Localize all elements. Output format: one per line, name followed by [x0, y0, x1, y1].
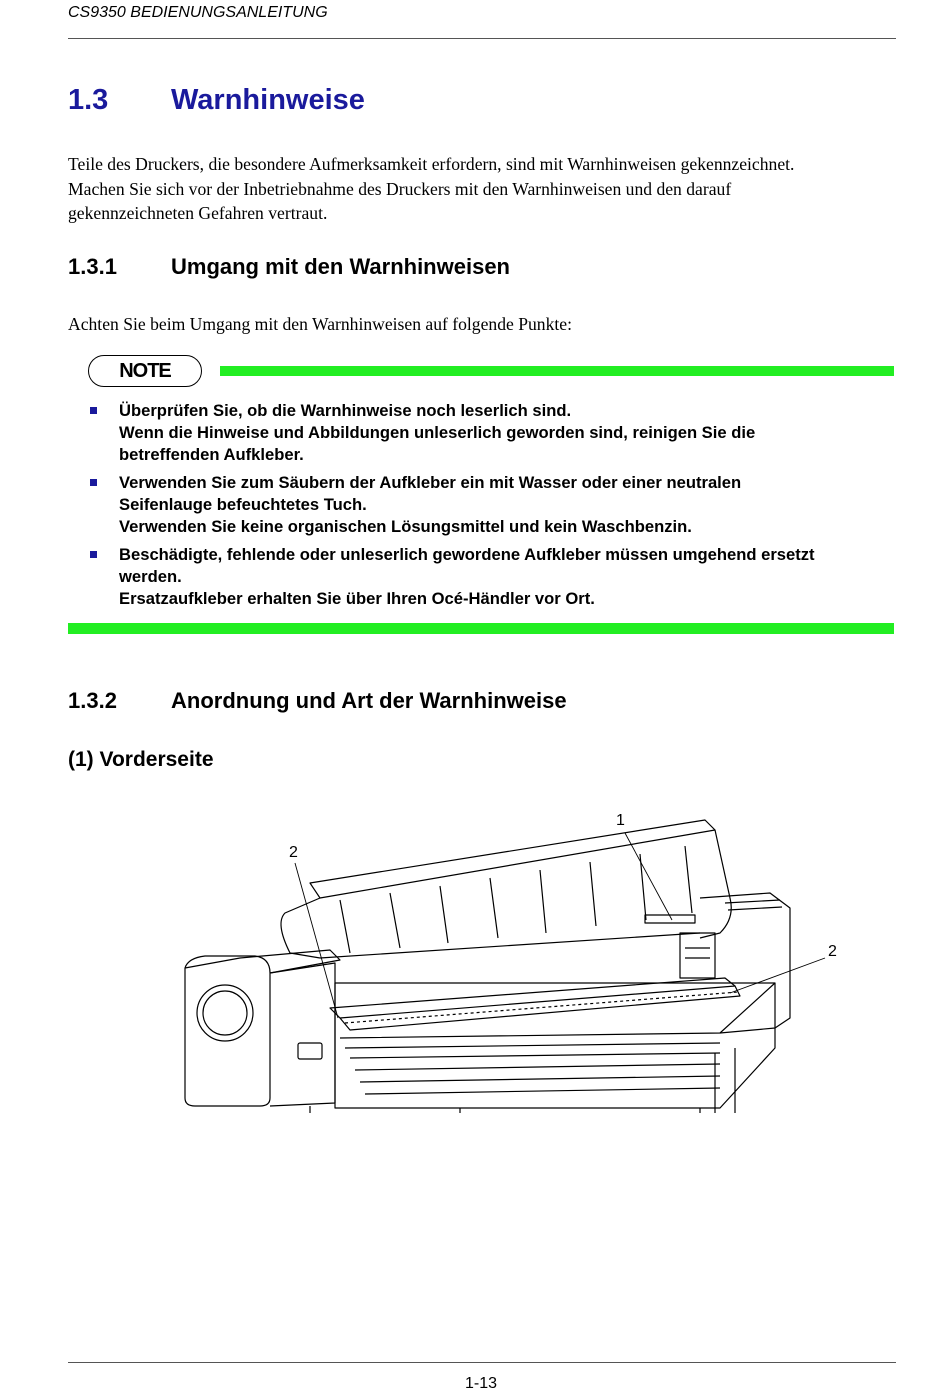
- right-housing: [700, 893, 790, 1033]
- list-item: [88, 472, 900, 538]
- note-line: Seifenlauge befeuchtetes Tuch.: [119, 495, 367, 514]
- subsection-number: 1.3.2: [68, 688, 117, 713]
- left-tower: [185, 956, 270, 1106]
- header-rule: [68, 38, 896, 39]
- view-heading: (1) Vorderseite: [68, 748, 214, 771]
- subsection-intro: Achten Sie beim Umgang mit den Warnhinweisen auf folgende Punkte:: [68, 314, 572, 334]
- note-line: betreffenden Aufkleber.: [119, 445, 304, 464]
- intro-line: gekennzeichneten Gefahren vertraut.: [68, 203, 328, 223]
- note-list: [88, 400, 900, 616]
- note-bottom-bar: [68, 623, 894, 634]
- subsection-heading-1: [68, 254, 510, 280]
- note-line: Beschädigte, fehlende oder unleserlich gewordene Aufkleber müssen umgehend ersetzt: [119, 545, 815, 564]
- footer-rule: [68, 1362, 896, 1363]
- note-line: Wenn die Hinweise und Abbildungen unleserlich geworden sind, reinigen Sie die: [119, 423, 756, 442]
- callout-label: 2: [828, 943, 837, 960]
- section-heading: [68, 84, 365, 117]
- note-badge: NOTE: [88, 355, 202, 387]
- note-line: Überprüfen Sie, ob die Warnhinweise noch leserlich sind.: [119, 401, 572, 420]
- subsection-heading-2: [68, 688, 567, 714]
- section-intro: [68, 152, 908, 226]
- printer-illustration: [180, 808, 850, 1113]
- left-tower-top: [185, 950, 340, 973]
- callout-line-2a: [295, 863, 338, 1018]
- subsection-title: Anordnung und Art der Warnhinweise: [171, 688, 567, 713]
- note-top-bar: [220, 366, 894, 376]
- bullet-icon: [90, 479, 97, 486]
- subsection-title: Umgang mit den Warnhinweisen: [171, 254, 510, 279]
- platen: [330, 978, 735, 1018]
- note-line: Verwenden Sie keine organischen Lösungsmittel und kein Waschbenzin.: [119, 517, 692, 536]
- bullet-icon: [90, 407, 97, 414]
- intro-line: Teile des Druckers, die besondere Aufmerksamkeit erfordern, sind mit Warnhinweisen gekennzeichnet.: [68, 154, 795, 174]
- subsection-number: 1.3.1: [68, 254, 117, 279]
- callout-label: 2: [289, 844, 298, 861]
- left-handle: [298, 1043, 322, 1059]
- section-title: Warnhinweise: [171, 84, 365, 116]
- callout-line-1: [625, 833, 672, 920]
- left-knob: [197, 985, 253, 1041]
- section-number: 1.3: [68, 84, 109, 116]
- list-item: [88, 400, 900, 466]
- note-line: werden.: [119, 567, 182, 586]
- page-number: 1-13: [464, 1375, 498, 1392]
- callout-label: 1: [616, 812, 625, 829]
- bullet-icon: [90, 551, 97, 558]
- document-header: CS9350 BEDIENUNGSANLEITUNG: [68, 4, 328, 21]
- note-line: Ersatzaufkleber erhalten Sie über Ihren Océ-Händler vor Ort.: [119, 589, 595, 608]
- note-line: Verwenden Sie zum Säubern der Aufkleber ein mit Wasser oder einer neutralen: [119, 473, 742, 492]
- carriage: [680, 933, 715, 978]
- callout-line-2b: [730, 958, 825, 993]
- list-item: [88, 544, 900, 610]
- intro-line: Machen Sie sich vor der Inbetriebnahme des Druckers mit den Warnhinweisen und den darauf: [68, 178, 732, 199]
